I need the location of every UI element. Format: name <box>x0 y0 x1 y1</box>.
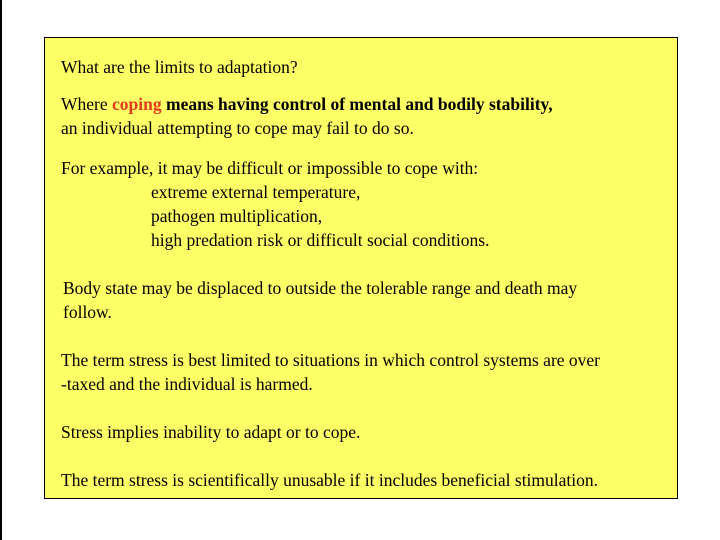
example-item: high predation risk or difficult social conditions. <box>151 230 490 250</box>
example-item: pathogen multiplication, <box>151 206 323 226</box>
body-state-line2: follow. <box>63 302 112 322</box>
stress-limited-line1: The term stress is best limited to situations in which control systems are over <box>61 350 601 370</box>
example-item: extreme external temperature, <box>151 182 361 202</box>
stress-limited-line2: -taxed and the individual is harmed. <box>61 374 313 394</box>
coping-paragraph-line2: an individual attempting to cope may fail to do so. <box>61 118 414 138</box>
left-frame-line <box>0 0 2 540</box>
coping-prefix: Where <box>61 94 113 114</box>
content-panel <box>44 37 678 499</box>
stress-implies: Stress implies inability to adapt or to cope. <box>61 422 361 442</box>
coping-definition: means having control of mental and bodily stability, <box>161 94 553 114</box>
stress-unusable: The term stress is scientifically unusable if it includes beneficial stimulation. <box>61 470 599 490</box>
examples-intro: For example, it may be difficult or impossible to cope with: <box>61 158 479 178</box>
coping-highlight: coping <box>112 94 162 114</box>
slide-title: What are the limits to adaptation? <box>61 57 298 77</box>
body-state-line1: Body state may be displaced to outside the tolerable range and death may <box>63 278 578 298</box>
coping-paragraph-line1 <box>61 92 553 116</box>
